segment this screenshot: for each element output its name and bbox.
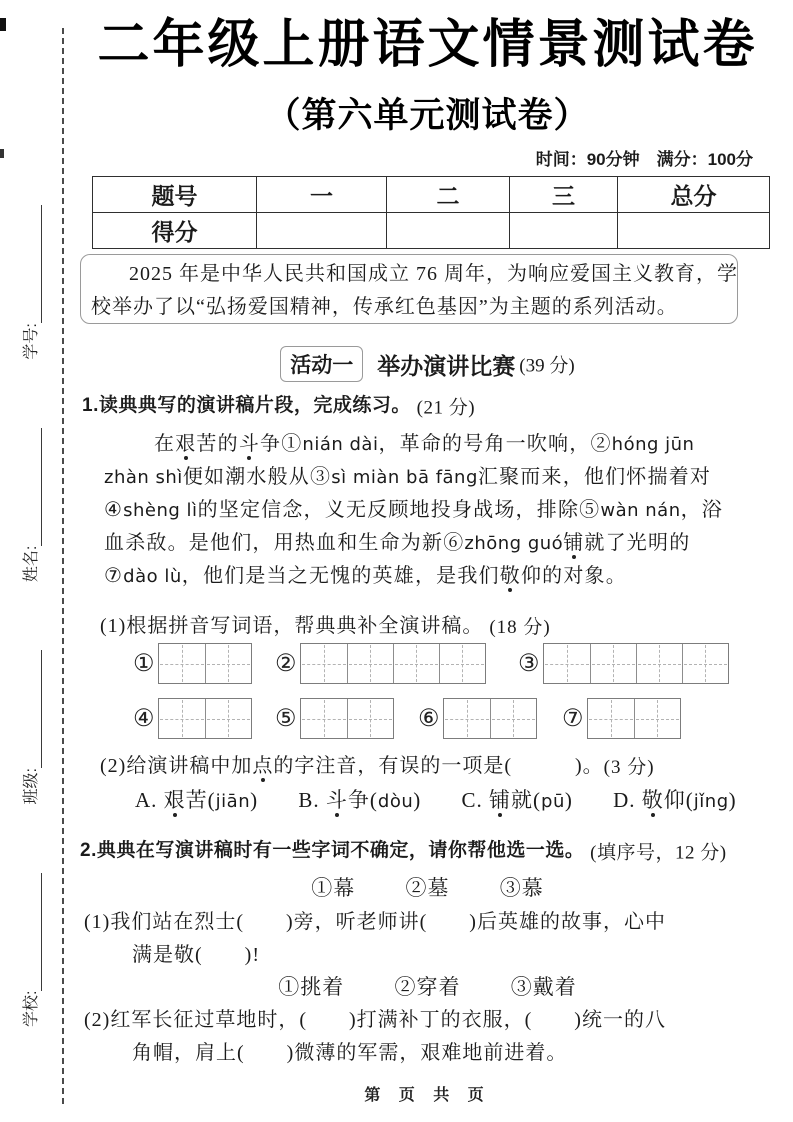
q1-sub2-stem-text bbox=[100, 755, 604, 777]
choice-item: ③慕 bbox=[499, 876, 544, 900]
box-number: ⑤ bbox=[275, 705, 297, 732]
text-segment: C. bbox=[461, 788, 490, 812]
pinyin-segment: dòu bbox=[377, 791, 414, 812]
paper-main-column bbox=[80, 0, 775, 1122]
choice-item: ②墓 bbox=[405, 876, 450, 900]
q2-sub2-line1: (2)红军长征过草地时，( )打满补丁的衣服，( )统一的八 bbox=[84, 1009, 666, 1031]
text-segment: 苦( bbox=[185, 788, 216, 812]
dotted-char: 敬 bbox=[499, 565, 521, 587]
score-table-header-cell: 一 bbox=[257, 177, 387, 213]
q1-sub2-score: (3 分) bbox=[603, 756, 655, 778]
box-number: ③ bbox=[518, 650, 540, 677]
option-c bbox=[462, 788, 573, 812]
text-segment: ，他们是当之无愧的英雄，是我们 bbox=[181, 565, 500, 587]
dotted-char: 斗 bbox=[325, 788, 348, 812]
writing-cell bbox=[393, 644, 439, 683]
q1-stem bbox=[82, 390, 475, 419]
writing-cells bbox=[300, 698, 394, 739]
text-segment: 的坚定信念，义无反顾地投身战场，排除⑤ bbox=[197, 499, 601, 521]
pinyin-writing-box bbox=[518, 643, 729, 684]
writing-cell bbox=[590, 644, 636, 683]
q1-sub1-stem-text: (1)根据拼音写词语，帮典典补全演讲稿。 bbox=[100, 615, 484, 637]
passage-line bbox=[104, 461, 774, 494]
passage-line bbox=[104, 560, 774, 593]
box-number: ② bbox=[275, 650, 297, 677]
writing-cell bbox=[205, 644, 251, 683]
writing-cell bbox=[205, 699, 251, 738]
score-empty-cell bbox=[618, 213, 770, 249]
q2-sub2-line2: 角帽，肩上( )微薄的军需，艰难地前进着。 bbox=[132, 1042, 568, 1064]
pinyin-writing-box bbox=[133, 643, 252, 684]
activity-badge: 活动一 bbox=[280, 346, 363, 382]
pinyin-segment: dào lù bbox=[123, 566, 182, 587]
option-d bbox=[613, 788, 737, 812]
pinyin-writing-box bbox=[418, 698, 537, 739]
q1-stem-text: 1.读典典写的演讲稿片段，完成练习。 bbox=[82, 395, 411, 416]
text-segment: ) bbox=[564, 788, 573, 812]
text-segment: 仰的对象。 bbox=[520, 565, 627, 587]
dotted-char: 点 bbox=[252, 755, 274, 777]
writing-cells bbox=[300, 643, 486, 684]
text-segment: ) bbox=[413, 788, 422, 812]
dotted-char: 艰 bbox=[163, 788, 186, 812]
writing-cell bbox=[588, 699, 634, 738]
q2-stem bbox=[80, 835, 727, 864]
score-empty-cell bbox=[510, 213, 618, 249]
text-segment: ，浴 bbox=[680, 499, 724, 521]
writing-cells bbox=[543, 643, 729, 684]
name-blank-line bbox=[27, 428, 42, 546]
score-empty-cell bbox=[257, 213, 387, 249]
dotted-char: 敬 bbox=[641, 788, 664, 812]
class-blank-line bbox=[27, 650, 42, 768]
pinyin-segment: sì miàn bā fāng bbox=[331, 467, 478, 488]
text-segment: 便如潮水般从③ bbox=[182, 466, 332, 488]
pinyin-writing-box bbox=[275, 643, 486, 684]
score-table-header-cell: 题号 bbox=[93, 177, 257, 213]
student-info-strip bbox=[0, 0, 42, 1122]
choice-item: ③戴着 bbox=[510, 975, 577, 999]
text-segment: B. bbox=[298, 788, 326, 812]
intro-line: 校举办了以“弘扬爱国精神，传承红色基因”为主题的系列活动。 bbox=[91, 296, 678, 318]
writing-cell bbox=[439, 644, 485, 683]
score-table-header-cell: 二 bbox=[387, 177, 510, 213]
pinyin-segment: jiān bbox=[215, 791, 251, 812]
writing-cell bbox=[634, 699, 680, 738]
school-label: 学校: bbox=[23, 990, 40, 1027]
pinyin-segment: nián dài bbox=[302, 434, 379, 455]
writing-cell bbox=[636, 644, 682, 683]
q2-stem-text: 2.典典在写演讲稿时有一些字词不确定，请你帮他选一选。 bbox=[80, 840, 585, 861]
activity-title: 举办演讲比赛 bbox=[377, 352, 516, 379]
text-segment: 仰( bbox=[663, 788, 694, 812]
q2-sub1-line2: 满是敬( )! bbox=[132, 944, 260, 966]
school-blank-line bbox=[27, 873, 42, 991]
text-segment: 苦的 bbox=[196, 433, 239, 455]
pinyin-segment: hóng jūn bbox=[611, 434, 695, 455]
pinyin-writing-box bbox=[275, 698, 394, 739]
q2-score: (填序号，12 分) bbox=[590, 842, 727, 864]
exam-meta: 时间：90分钟 满分：100分 bbox=[535, 150, 753, 169]
activity-score: (39 分) bbox=[519, 355, 575, 377]
text-segment: ，革命的号角一吹响，② bbox=[378, 433, 612, 455]
q2-sub1-line1: (1)我们站在烈士( )旁，听老师讲( )后英雄的故事，心中 bbox=[84, 911, 666, 933]
paper-title: 二年级上册语文情景测试卷 bbox=[97, 16, 758, 74]
seal-dashed-line bbox=[62, 28, 64, 1104]
writing-cells bbox=[158, 698, 252, 739]
passage-line bbox=[104, 494, 774, 527]
pinyin-segment: pū bbox=[541, 791, 565, 812]
text-segment: D. bbox=[613, 788, 642, 812]
box-number: ⑥ bbox=[418, 705, 440, 732]
q1-sub2-stem bbox=[100, 750, 655, 784]
dotted-char: 艰 bbox=[175, 433, 197, 455]
choice-item: ②穿着 bbox=[394, 975, 461, 999]
writing-cell bbox=[301, 699, 347, 738]
score-empty-cell bbox=[387, 213, 510, 249]
activity-heading bbox=[80, 346, 775, 382]
passage-line bbox=[104, 527, 774, 560]
writing-cell bbox=[544, 644, 590, 683]
text-segment: ) bbox=[728, 788, 737, 812]
writing-cell bbox=[301, 644, 347, 683]
score-table-header-cell: 总分 bbox=[618, 177, 770, 213]
score-table-header-cell: 三 bbox=[510, 177, 618, 213]
class-label: 班级: bbox=[23, 768, 40, 805]
pinyin-writing-box bbox=[133, 698, 252, 739]
writing-cells bbox=[158, 643, 252, 684]
dotted-char: 铺 bbox=[563, 532, 585, 554]
pinyin-segment: wàn nán bbox=[600, 500, 681, 521]
box-number: ⑦ bbox=[562, 705, 584, 732]
writing-cell bbox=[347, 699, 393, 738]
text-segment: ) bbox=[250, 788, 259, 812]
score-table bbox=[92, 176, 770, 249]
text-segment: 血杀敌。是他们，用热血和生命为新⑥ bbox=[104, 532, 465, 554]
text-segment: 的字注音，有误的一项是( )。 bbox=[273, 755, 604, 777]
choice-item: ①挑着 bbox=[278, 975, 345, 999]
intro-line: 2025 年是中华人民共和国成立 76 周年，为响应爱国主义教育，学 bbox=[129, 263, 738, 285]
intro-box bbox=[80, 254, 738, 324]
dotted-char: 斗 bbox=[238, 433, 261, 455]
choice-item: ①幕 bbox=[311, 876, 356, 900]
writing-cell bbox=[159, 699, 205, 738]
q2-choices-2 bbox=[80, 971, 775, 1001]
text-segment: 就了光明的 bbox=[584, 532, 691, 554]
student-info-group bbox=[24, 650, 42, 804]
writing-cells bbox=[587, 698, 681, 739]
student-info-group bbox=[24, 428, 42, 582]
text-segment: 汇聚而来，他们怀揣着对 bbox=[477, 466, 712, 488]
q2-choices-1 bbox=[80, 872, 775, 902]
pinyin-segment: zhōng guó bbox=[464, 533, 564, 554]
text-segment: 争① bbox=[260, 433, 303, 455]
pinyin-segment: shèng lì bbox=[123, 500, 198, 521]
pinyin-writing-box bbox=[562, 698, 681, 739]
box-number: ④ bbox=[133, 705, 155, 732]
option-b bbox=[298, 788, 421, 812]
q1-score: (21 分) bbox=[416, 397, 476, 419]
student-info-group bbox=[24, 873, 42, 1027]
score-row-label: 得分 bbox=[93, 213, 257, 249]
text-segment: ④ bbox=[104, 499, 124, 521]
text-segment: ⑦ bbox=[104, 565, 124, 587]
q1-sub1-score: (18 分) bbox=[489, 616, 551, 638]
writing-cells bbox=[443, 698, 537, 739]
q1-sub2-options bbox=[135, 784, 771, 814]
text-segment: A. bbox=[135, 788, 164, 812]
speech-passage bbox=[104, 428, 774, 593]
writing-cell bbox=[159, 644, 205, 683]
pinyin-segment: zhàn shì bbox=[104, 467, 183, 488]
writing-cell bbox=[490, 699, 536, 738]
text-segment: 争( bbox=[347, 788, 378, 812]
student-id-blank-line bbox=[27, 205, 42, 323]
student-id-label: 学号: bbox=[23, 323, 40, 360]
pinyin-segment: jǐng bbox=[693, 791, 729, 812]
name-label: 姓名: bbox=[23, 545, 40, 583]
text-segment: 就( bbox=[511, 788, 542, 812]
student-info-group bbox=[24, 205, 42, 359]
passage-line bbox=[104, 428, 774, 461]
writing-cell bbox=[347, 644, 393, 683]
page-footer: 第 页 共 页 bbox=[364, 1087, 491, 1104]
text-segment: (2)给演讲稿中加 bbox=[100, 755, 253, 777]
q1-sub1-stem bbox=[100, 610, 551, 644]
writing-cell bbox=[444, 699, 490, 738]
paper-subtitle: （第六单元测试卷） bbox=[265, 96, 590, 135]
dotted-char: 铺 bbox=[489, 788, 512, 812]
writing-cell bbox=[682, 644, 728, 683]
text-segment: 在 bbox=[154, 433, 176, 455]
box-number: ① bbox=[133, 650, 155, 677]
option-a bbox=[135, 788, 258, 812]
